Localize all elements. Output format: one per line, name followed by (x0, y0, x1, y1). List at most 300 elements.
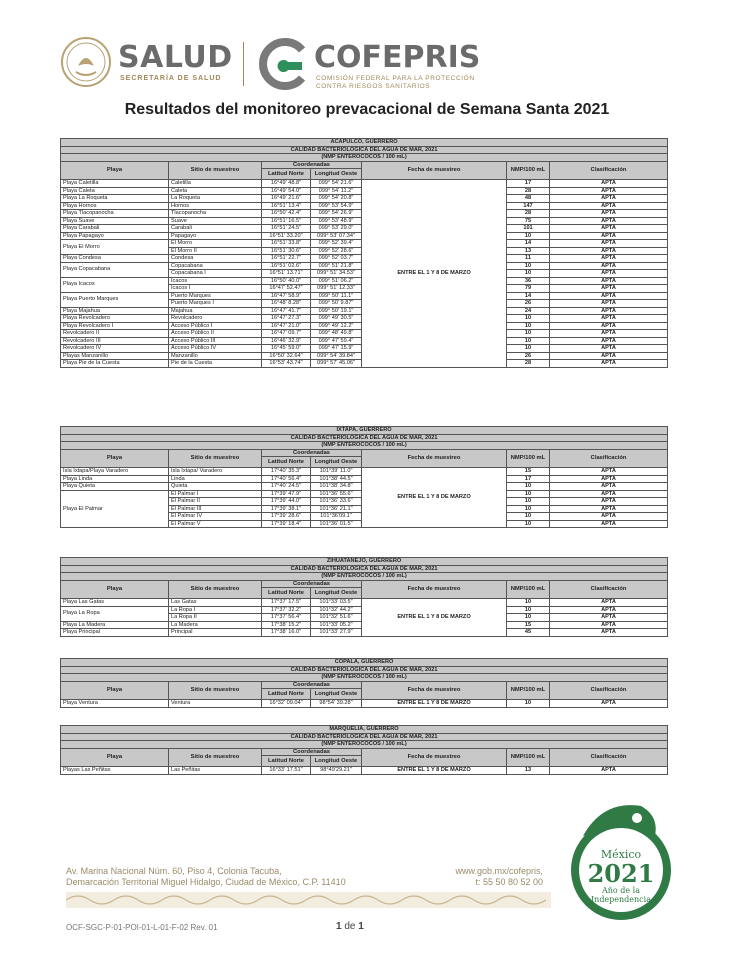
cell-playa: Playa Majahua (61, 307, 169, 315)
footer-contact: www.gob.mx/cofepris, t: 55 50 80 52 00 (455, 866, 543, 887)
cell-clasificacion: APTA (550, 232, 668, 240)
cell-playa: Playa El Palmar (61, 490, 169, 528)
cell-longitud: 099° 48' 49.8" (311, 330, 362, 338)
cell-sitio: La Ropa I (169, 606, 262, 614)
cell-latitud: 16°47' 21.0" (262, 322, 311, 330)
cell-nmp: 75 (507, 217, 550, 225)
cell-sitio: Linda (169, 475, 262, 483)
cell-nmp: 26 (507, 352, 550, 360)
cell-sitio: Principal (169, 629, 262, 637)
section-title: ZIHUATANEJO, GUERRERO (61, 558, 668, 566)
cell-clasificacion: APTA (550, 599, 668, 607)
col-header-longitud: Longitud Oeste (311, 169, 362, 180)
cell-clasificacion: APTA (550, 360, 668, 368)
col-header-latitud: Latitud Norte (262, 588, 311, 599)
cell-sitio: Copacabana (169, 262, 262, 270)
cell-sitio: El Morro II (169, 247, 262, 255)
cell-nmp: 10 (507, 490, 550, 498)
cell-latitud: 17°40' 24.5" (262, 483, 311, 491)
cell-nmp: 10 (507, 700, 550, 708)
col-header-sitio: Sitio de muestreo (169, 580, 262, 599)
col-header-fecha: Fecha de muestreo (362, 748, 507, 767)
cell-playa: Playa Las Gatas (61, 599, 169, 607)
cell-clasificacion: APTA (550, 606, 668, 614)
cell-nmp: 10 (507, 337, 550, 345)
cell-playa: Playa La Madera (61, 621, 169, 629)
mexico-seal-icon (60, 36, 112, 88)
cell-sitio: Puerto Marques I (169, 300, 262, 308)
cell-playa: Playa Caletilla (61, 180, 169, 188)
cell-sitio: Papagayo (169, 232, 262, 240)
cell-latitud: 16°49' 48.8" (262, 180, 311, 188)
cell-nmp: 101 (507, 225, 550, 233)
cell-playa: Playa Caleta (61, 187, 169, 195)
col-header-latitud: Latitud Norte (262, 457, 311, 468)
cofepris-subtitle: COMISIÓN FEDERAL PARA LA PROTECCIÓN CONTRA RIESGOS SANITARIOS (316, 75, 475, 90)
cell-sitio: Pie de la Cuesta (169, 360, 262, 368)
section-subtitle: CALIDAD BACTERIOLOGICA DEL AGUA DE MAR, 2021 (61, 434, 668, 442)
footer-address: Av. Marina Nacional Núm. 60, Piso 4, Colonia Tacuba, Demarcación Territorial Miguel Hidalgo, Ciudad de México, C.P. 11410 (66, 866, 346, 887)
cell-longitud: 101°33' 03.5" (311, 599, 362, 607)
cell-sitio: Isla Ixtapa/ Varadero (169, 468, 262, 476)
cell-sitio: Copacabana I (169, 270, 262, 278)
cell-latitud: 17°37' 56.4" (262, 614, 311, 622)
cell-longitud: 099° 49' 12.2" (311, 322, 362, 330)
cell-nmp: 10 (507, 315, 550, 323)
cell-longitud: 099° 50' 19.1" (311, 307, 362, 315)
cell-nmp: 11 (507, 255, 550, 263)
salud-subtitle: SECRETARÍA DE SALUD (120, 75, 222, 82)
col-header-coordenadas: Coordenadas (262, 681, 362, 689)
cell-sitio: Revolcadero (169, 315, 262, 323)
cell-playa: Playa Revolcadero I (61, 322, 169, 330)
cell-longitud: 101°38' 34.8" (311, 483, 362, 491)
cell-latitud: 17°39' 28.6" (262, 513, 311, 521)
cell-longitud: 099° 51' 34.53" (311, 270, 362, 278)
results-table (60, 725, 668, 775)
footer-ornament (66, 892, 551, 908)
cell-latitud: 16°49' 21.6" (262, 195, 311, 203)
cell-sitio: El Palmar IV (169, 513, 262, 521)
cell-nmp: 36 (507, 277, 550, 285)
cell-clasificacion: APTA (550, 322, 668, 330)
cell-clasificacion: APTA (550, 240, 668, 248)
cell-sitio: Puerto Marques (169, 292, 262, 300)
cell-longitud: 101°38' 44.5" (311, 475, 362, 483)
cell-longitud: 099° 47' 59.4" (311, 337, 362, 345)
cell-sitio: La Ropa II (169, 614, 262, 622)
cell-latitud: 16°47' 09.7" (262, 330, 311, 338)
cell-nmp: 26 (507, 300, 550, 308)
cell-nmp: 10 (507, 513, 550, 521)
units-label: (NMP ENTEROCOCOS / 100 mL) (61, 154, 668, 162)
cell-nmp: 10 (507, 614, 550, 622)
cell-longitud: 101°33' 05.2" (311, 621, 362, 629)
cell-nmp: 10 (507, 270, 550, 278)
cell-clasificacion: APTA (550, 217, 668, 225)
cell-latitud: 17°40' 35.3" (262, 468, 311, 476)
cell-sitio: Las Gatas (169, 599, 262, 607)
cell-sitio: La Roqueta (169, 195, 262, 203)
cell-latitud: 17°38' 16.0" (262, 629, 311, 637)
col-header-latitud: Latitud Norte (262, 169, 311, 180)
col-header-clasificacion: Clasificación (550, 449, 668, 468)
cell-longitud: 099° 54' 20.8" (311, 195, 362, 203)
section-subtitle: CALIDAD BACTERIOLOGICA DEL AGUA DE MAR, 2021 (61, 733, 668, 741)
cell-sitio: Acceso Público IV (169, 345, 262, 353)
cell-latitud: 16°45' 59.0" (262, 345, 311, 353)
cell-sitio: Acceso Público I (169, 322, 262, 330)
cell-clasificacion: APTA (550, 270, 668, 278)
cell-playa: Playa Condesa (61, 255, 169, 263)
cell-latitud: 17°40' 56.4" (262, 475, 311, 483)
cell-latitud: 16°47' 52.47" (262, 285, 311, 293)
cell-playa: Playa Quieta (61, 483, 169, 491)
cell-playa: Playas Manzanillo (61, 352, 169, 360)
cell-longitud: 099° 51' 06.2" (311, 277, 362, 285)
results-table (60, 658, 668, 708)
cell-nmp: 10 (507, 498, 550, 506)
cell-nmp: 79 (507, 285, 550, 293)
cell-nmp: 28 (507, 360, 550, 368)
cell-sitio: Icacos (169, 277, 262, 285)
cofepris-logo-icon (258, 38, 310, 90)
cell-playa: Revolcadero IV (61, 345, 169, 353)
cell-nmp: 10 (507, 599, 550, 607)
cell-latitud: 16°51' 33.8" (262, 240, 311, 248)
cell-nmp: 14 (507, 240, 550, 248)
header-divider (243, 42, 244, 86)
cell-playa: Playa Icacos (61, 277, 169, 292)
cell-latitud: 16°49' 54.0" (262, 187, 311, 195)
cell-sitio: Icacos I (169, 285, 262, 293)
cell-clasificacion: APTA (550, 498, 668, 506)
cell-nmp: 10 (507, 330, 550, 338)
col-header-longitud: Longitud Oeste (311, 588, 362, 599)
cell-latitud: 17°37' 17.5" (262, 599, 311, 607)
cell-playa: Playa Principal (61, 629, 169, 637)
cell-clasificacion: APTA (550, 330, 668, 338)
cell-longitud: 099° 53' 07.34" (311, 232, 362, 240)
cell-nmp: 13 (507, 247, 550, 255)
cell-nmp: 24 (507, 307, 550, 315)
cell-latitud: 16°33' 17.51" (262, 767, 311, 775)
cell-latitud: 17°39' 38.1" (262, 505, 311, 513)
cell-sitio: Condesa (169, 255, 262, 263)
col-header-playa: Playa (61, 449, 169, 468)
col-header-clasificacion: Clasificación (550, 161, 668, 180)
cell-latitud: 16°53' 43.74" (262, 360, 311, 368)
cell-longitud: 099° 54' 21.6" (311, 180, 362, 188)
cell-nmp: 14 (507, 292, 550, 300)
col-header-fecha: Fecha de muestreo (362, 161, 507, 180)
page-header (60, 34, 680, 94)
col-header-sitio: Sitio de muestreo (169, 681, 262, 700)
cell-longitud: 099° 51' 21.8" (311, 262, 362, 270)
cell-clasificacion: APTA (550, 255, 668, 263)
cell-latitud: 17°37' 32.2" (262, 606, 311, 614)
section-title: ACAPULCO, GUERRERO (61, 139, 668, 147)
cell-longitud: 099° 54' 26.9" (311, 210, 362, 218)
cell-latitud: 16°51' 22.7" (262, 255, 311, 263)
cell-nmp: 17 (507, 180, 550, 188)
col-header-nmp: NMP/100 mL (507, 580, 550, 599)
cell-clasificacion: APTA (550, 490, 668, 498)
col-header-coordenadas: Coordenadas (262, 449, 362, 457)
cell-playa: Playa Puerto Marques (61, 292, 169, 307)
cell-fecha: ENTRE EL 1 Y 8 DE MARZO (362, 767, 507, 775)
cell-latitud: 16°50' 40.0" (262, 277, 311, 285)
section-title: IXTAPA, GUERRERO (61, 427, 668, 435)
cell-clasificacion: APTA (550, 285, 668, 293)
cell-playa: Playas Las Peñitas (61, 767, 169, 775)
results-table (60, 138, 668, 368)
badge-line-2: 2021 (587, 859, 655, 888)
cell-sitio: El Palmar V (169, 520, 262, 528)
cell-fecha: ENTRE EL 1 Y 8 DE MARZO (362, 599, 507, 637)
document-title: Resultados del monitoreo prevacacional de Semana Santa 2021 (124, 101, 610, 118)
cell-nmp: 48 (507, 195, 550, 203)
cell-longitud: 099° 49' 30.5" (311, 315, 362, 323)
col-header-playa: Playa (61, 161, 169, 180)
cell-latitud: 16°48' 8.28" (262, 300, 311, 308)
cell-clasificacion: APTA (550, 505, 668, 513)
cofepris-wordmark: COFEPRIS (314, 40, 481, 75)
table-row (61, 767, 668, 775)
col-header-sitio: Sitio de muestreo (169, 161, 262, 180)
cell-longitud: 98°54' 39.28" (311, 700, 362, 708)
cell-nmp: 147 (507, 202, 550, 210)
cell-playa: Playa La Roqueta (61, 195, 169, 203)
cell-playa: Playa Papagayo (61, 232, 169, 240)
col-header-playa: Playa (61, 748, 169, 767)
cell-clasificacion: APTA (550, 629, 668, 637)
cell-clasificacion: APTA (550, 300, 668, 308)
cell-sitio: Caleta (169, 187, 262, 195)
cell-longitud: 099° 52' 28.6" (311, 247, 362, 255)
cell-latitud: 16°51' 30.6" (262, 247, 311, 255)
cell-clasificacion: APTA (550, 337, 668, 345)
cell-clasificacion: APTA (550, 202, 668, 210)
col-header-coordenadas: Coordenadas (262, 161, 362, 169)
cell-playa: Revolcadero III (61, 337, 169, 345)
cell-playa: Playa Revolcadero (61, 315, 169, 323)
cell-latitud: 17°38' 15.2" (262, 621, 311, 629)
cell-nmp: 28 (507, 210, 550, 218)
cell-longitud: 099° 54' 11.2" (311, 187, 362, 195)
cell-nmp: 10 (507, 232, 550, 240)
col-header-nmp: NMP/100 mL (507, 449, 550, 468)
cell-playa: Playa Suave (61, 217, 169, 225)
table-row (61, 180, 668, 188)
cell-longitud: 099° 52' 03.7" (311, 255, 362, 263)
cell-latitud: 16°46' 32.9" (262, 337, 311, 345)
col-header-playa: Playa (61, 681, 169, 700)
col-header-clasificacion: Clasificación (550, 681, 668, 700)
col-header-playa: Playa (61, 580, 169, 599)
cell-sitio: Ventura (169, 700, 262, 708)
cell-latitud: 16°47' 41.7" (262, 307, 311, 315)
col-header-clasificacion: Clasificación (550, 580, 668, 599)
col-header-fecha: Fecha de muestreo (362, 580, 507, 599)
cell-sitio: Caletilla (169, 180, 262, 188)
units-label: (NMP ENTEROCOCOS / 100 mL) (61, 573, 668, 581)
cell-longitud: 099° 53' 29.0" (311, 225, 362, 233)
cell-longitud: 101°32' 51.6" (311, 614, 362, 622)
cell-latitud: 16°51' 33.20" (262, 232, 311, 240)
col-header-nmp: NMP/100 mL (507, 748, 550, 767)
cell-sitio: El Morro (169, 240, 262, 248)
cell-nmp: 13 (507, 767, 550, 775)
cell-nmp: 17 (507, 475, 550, 483)
cell-sitio: Acceso Público III (169, 337, 262, 345)
col-header-longitud: Longitud Oeste (311, 689, 362, 700)
cell-longitud: 101°36' 55.6" (311, 490, 362, 498)
cell-playa: Playa El Morro (61, 240, 169, 255)
col-header-latitud: Latitud Norte (262, 689, 311, 700)
col-header-sitio: Sitio de muestreo (169, 748, 262, 767)
cell-latitud: 16°47' 58.9" (262, 292, 311, 300)
badge-line-3: Año de la (601, 886, 641, 895)
results-table (60, 426, 668, 528)
cell-longitud: 101°32' 44.2" (311, 606, 362, 614)
cell-sitio: Tlacopanocha (169, 210, 262, 218)
cell-clasificacion: APTA (550, 315, 668, 323)
cell-longitud: 101°36' 21.1" (311, 505, 362, 513)
cell-longitud: 099° 53' 54.9" (311, 202, 362, 210)
cell-sitio: Majahua (169, 307, 262, 315)
cell-nmp: 15 (507, 468, 550, 476)
table-row (61, 599, 668, 607)
badge-line-1: México (600, 848, 642, 861)
col-header-longitud: Longitud Oeste (311, 756, 362, 767)
cell-nmp: 10 (507, 262, 550, 270)
cell-playa: Playa Hornos (61, 202, 169, 210)
units-label: (NMP ENTEROCOCOS / 100 mL) (61, 442, 668, 450)
cell-longitud: 101°36' 01.5" (311, 520, 362, 528)
cell-fecha: ENTRE EL 1 Y 8 DE MARZO (362, 468, 507, 528)
cell-latitud: 16°51' 16.5" (262, 217, 311, 225)
cell-clasificacion: APTA (550, 700, 668, 708)
cell-fecha: ENTRE EL 1 Y 8 DE MARZO (362, 700, 507, 708)
cell-longitud: 099° 50' 11.1" (311, 292, 362, 300)
cell-latitud: 16°50' 42.4" (262, 210, 311, 218)
section-title: COPALA, GUERRERO (61, 659, 668, 667)
cell-latitud: 16°50' 32.64" (262, 352, 311, 360)
cell-sitio: Suave (169, 217, 262, 225)
col-header-coordenadas: Coordenadas (262, 748, 362, 756)
cell-clasificacion: APTA (550, 195, 668, 203)
cell-clasificacion: APTA (550, 352, 668, 360)
cell-clasificacion: APTA (550, 520, 668, 528)
cell-clasificacion: APTA (550, 307, 668, 315)
cell-clasificacion: APTA (550, 225, 668, 233)
cell-playa: Playa Copacabana (61, 262, 169, 277)
cell-longitud: 099° 57' 45.06" (311, 360, 362, 368)
cell-longitud: 101°39' 11.0" (311, 468, 362, 476)
cell-latitud: 16°51' 13.71" (262, 270, 311, 278)
cell-clasificacion: APTA (550, 614, 668, 622)
cell-longitud: 099° 47' 15.9" (311, 345, 362, 353)
cell-clasificacion: APTA (550, 180, 668, 188)
col-header-longitud: Longitud Oeste (311, 457, 362, 468)
cell-latitud: 17°39' 18.4" (262, 520, 311, 528)
cell-playa: Playa Linda (61, 475, 169, 483)
table-row (61, 700, 668, 708)
cell-latitud: 16°51' 24.5" (262, 225, 311, 233)
cell-longitud: 099° 51' 12.33" (311, 285, 362, 293)
cell-nmp: 45 (507, 629, 550, 637)
cell-playa: Playa Ventura (61, 700, 169, 708)
cell-latitud: 16°51' 13.4" (262, 202, 311, 210)
cell-clasificacion: APTA (550, 475, 668, 483)
cell-latitud: 16°47' 27.3" (262, 315, 311, 323)
col-header-fecha: Fecha de muestreo (362, 449, 507, 468)
cell-clasificacion: APTA (550, 513, 668, 521)
cell-fecha: ENTRE EL 1 Y 8 DE MARZO (362, 180, 507, 368)
cell-sitio: Carabali (169, 225, 262, 233)
section-subtitle: CALIDAD BACTERIOLOGICA DEL AGUA DE MAR, 2021 (61, 565, 668, 573)
cell-sitio: El Palmar II (169, 498, 262, 506)
col-header-fecha: Fecha de muestreo (362, 681, 507, 700)
cell-nmp: 10 (507, 345, 550, 353)
cell-sitio: Hornos (169, 202, 262, 210)
col-header-latitud: Latitud Norte (262, 756, 311, 767)
cell-playa: Playa La Ropa (61, 606, 169, 621)
section-subtitle: CALIDAD BACTERIOLOGICA DEL AGUA DE MAR, 2021 (61, 146, 668, 154)
cell-longitud: 099° 50' 9.87" (311, 300, 362, 308)
cell-clasificacion: APTA (550, 621, 668, 629)
cell-longitud: 099° 53' 48.9" (311, 217, 362, 225)
badge-line-4: Independencia (591, 895, 651, 904)
cell-clasificacion: APTA (550, 292, 668, 300)
cell-clasificacion: APTA (550, 468, 668, 476)
units-label: (NMP ENTEROCOCOS / 100 mL) (61, 741, 668, 749)
cell-sitio: La Madera (169, 621, 262, 629)
units-label: (NMP ENTEROCOCOS / 100 mL) (61, 674, 668, 682)
col-header-coordenadas: Coordenadas (262, 580, 362, 588)
cell-longitud: 101°33' 27.9" (311, 629, 362, 637)
cell-longitud: 101°36'09.1" (311, 513, 362, 521)
cell-clasificacion: APTA (550, 247, 668, 255)
page-number: 1 de 1 (336, 921, 364, 932)
cell-sitio: El Palmar I (169, 490, 262, 498)
cell-latitud: 17°39' 44.0" (262, 498, 311, 506)
results-table (60, 557, 668, 637)
cell-nmp: 10 (507, 483, 550, 491)
salud-wordmark: SALUD (118, 40, 233, 75)
cell-clasificacion: APTA (550, 187, 668, 195)
col-header-sitio: Sitio de muestreo (169, 449, 262, 468)
col-header-nmp: NMP/100 mL (507, 681, 550, 700)
cell-nmp: 10 (507, 322, 550, 330)
cell-longitud: 101°36' 33.6" (311, 498, 362, 506)
cell-sitio: El Palmar III (169, 505, 262, 513)
cell-nmp: 15 (507, 621, 550, 629)
cell-clasificacion: APTA (550, 210, 668, 218)
cell-nmp: 10 (507, 606, 550, 614)
cell-clasificacion: APTA (550, 277, 668, 285)
cell-playa: Playa Carabali (61, 225, 169, 233)
cell-sitio: Manzanillo (169, 352, 262, 360)
col-header-nmp: NMP/100 mL (507, 161, 550, 180)
cell-latitud: 16°32' 09.04" (262, 700, 311, 708)
cell-nmp: 10 (507, 520, 550, 528)
cell-clasificacion: APTA (550, 345, 668, 353)
cell-longitud: 98°49'29.21" (311, 767, 362, 775)
cell-playa: Playa Tlacopanocha (61, 210, 169, 218)
independence-badge-icon (563, 796, 679, 928)
